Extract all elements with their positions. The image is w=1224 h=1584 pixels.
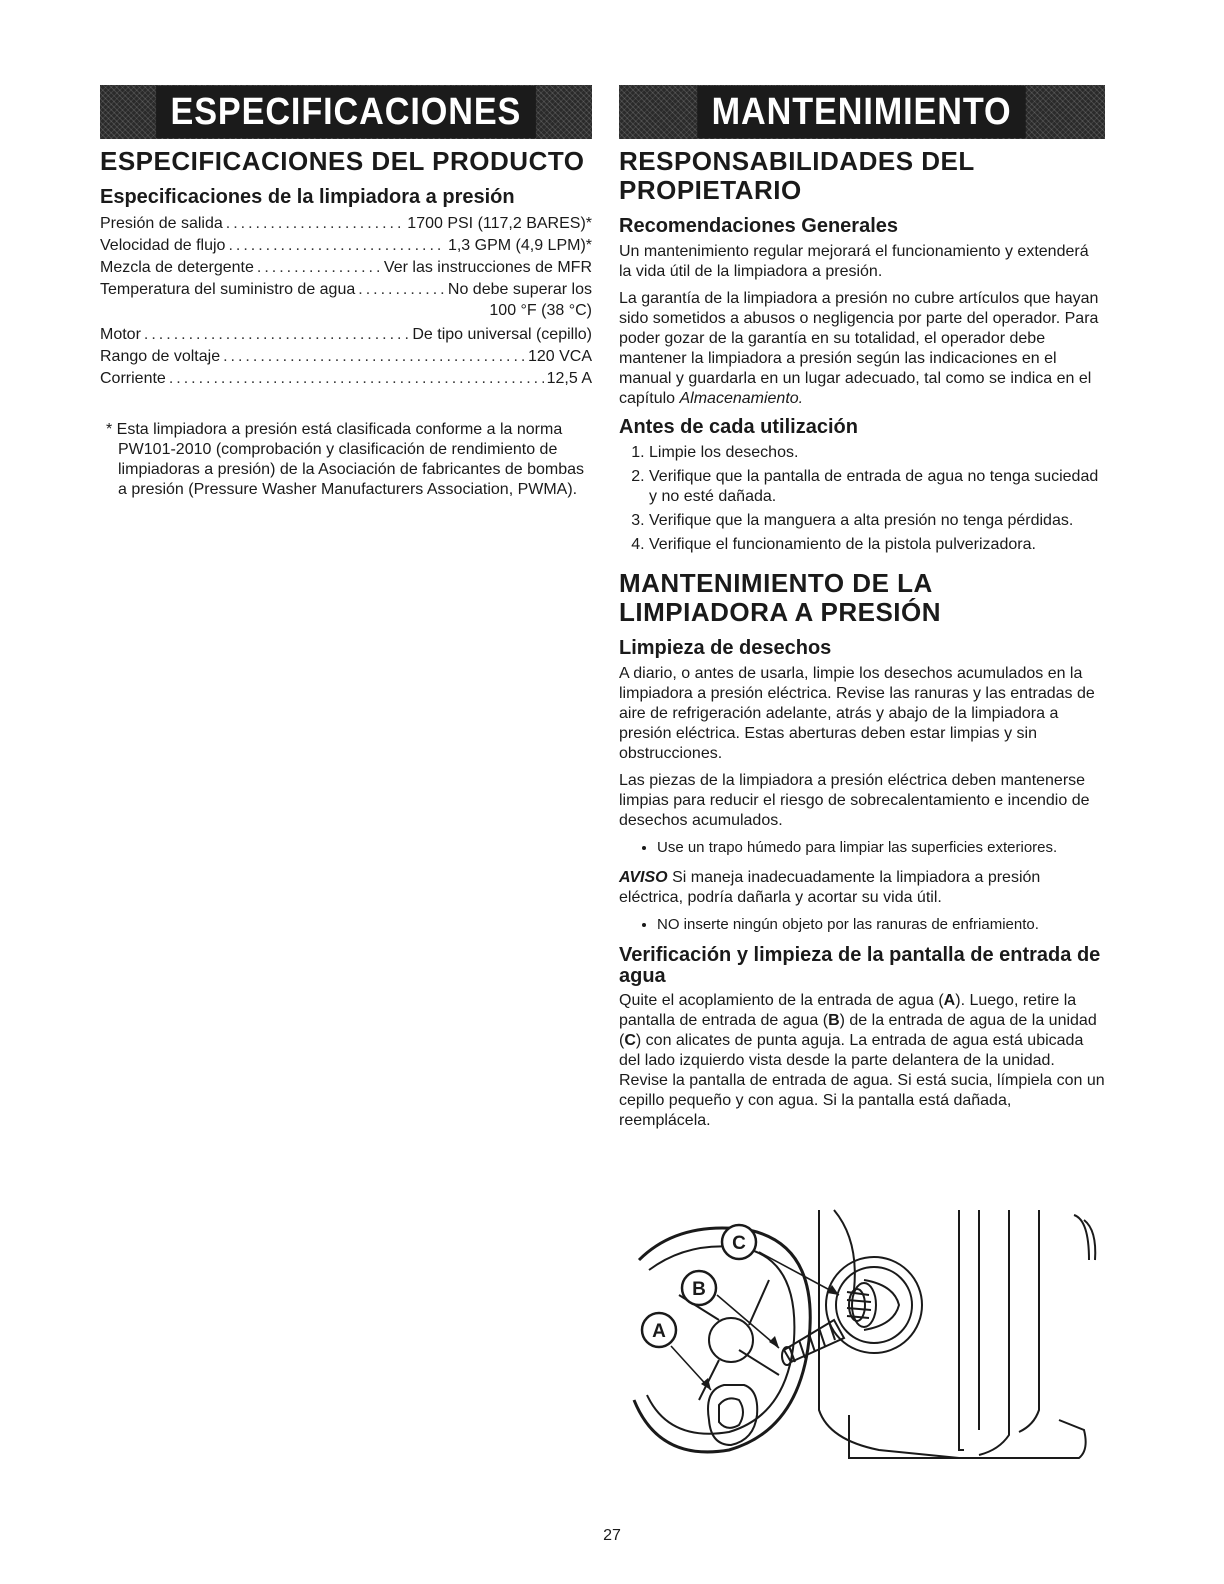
aviso-paragraph bbox=[619, 868, 1105, 908]
list-item: • NO inserte ningún objeto por las ranuras de enfriamiento. bbox=[657, 915, 1105, 935]
list-item: 1. Limpie los desechos. bbox=[649, 443, 1105, 463]
ref-b: B bbox=[828, 1012, 840, 1029]
spec-row bbox=[100, 213, 592, 235]
list-item: • Use un trapo húmedo para limpiar las superficies exteriores. bbox=[657, 838, 1105, 858]
spec-row bbox=[100, 235, 592, 257]
list-item: 4. Verifique el funcionamiento de la pistola pulverizadora. bbox=[649, 535, 1105, 555]
warranty-text: La garantía de la limpiadora a presión no cubre artículos que hayan sido sometidos a abusos o negligencia por parte del operador. Para poder gozar de la garantía en su totalidad, el operador debe mantener la limpiadora a presión según las indicaciones en el manual y guardarla en un lugar adecuado, tal como se indica en el capítulo bbox=[619, 290, 1099, 407]
spec-value: 12,5 A bbox=[546, 370, 592, 387]
spec-value: No debe superar los bbox=[447, 281, 592, 298]
inlet-text: ). Luego, retire la pantalla de entrada de agua ( bbox=[619, 992, 1077, 1029]
list-item: 2. Verifique que la pantalla de entrada de agua no tenga suciedad y no esté dañada. bbox=[649, 467, 1105, 507]
ref-a: A bbox=[943, 992, 956, 1009]
debris-cleaning-paragraph: A diario, o antes de usarla, limpie los desechos acumulados en la limpiadora a presión eléctrica. Revise las ranuras y las entradas de aire de refrigeración adelante, atrás y abajo de la limpiadora a presión eléctrica. Estas aberturas deben estar limpias y sin obstrucciones. bbox=[619, 665, 1095, 762]
maintenance-intro-paragraph: Un mantenimiento regular mejorará el funcionamiento y extenderá la vida útil de la limpiadora a presión. bbox=[619, 243, 1089, 280]
aviso-text: Si maneja inadecuadamente la limpiadora a presión eléctrica, podría dañarla y acortar su vida útil. bbox=[619, 869, 1041, 906]
spec-row bbox=[100, 368, 592, 390]
storage-chapter-reference: Almacenamiento. bbox=[679, 390, 804, 407]
spec-value-continued: 100 °F (38 °C) bbox=[489, 302, 592, 319]
specs-list bbox=[100, 213, 592, 390]
callout-b-label: B bbox=[692, 1279, 706, 1300]
spec-label: Temperatura del suministro de agua bbox=[100, 281, 356, 298]
aviso-label: AVISO bbox=[619, 869, 668, 886]
inlet-text: ) de la entrada de agua de la unidad ( bbox=[619, 1012, 1097, 1049]
ref-c: C bbox=[624, 1032, 636, 1049]
spec-label: Velocidad de flujo bbox=[100, 237, 226, 254]
maintenance-banner bbox=[619, 85, 1105, 139]
before-each-use-subheading: Antes de cada utilización bbox=[619, 416, 858, 438]
spec-value: 120 VCA bbox=[527, 348, 592, 365]
product-specs-heading: ESPECIFICACIONES DEL PRODUCTO bbox=[100, 146, 585, 176]
callout-c-label: C bbox=[732, 1233, 746, 1254]
spec-value: 1,3 GPM (4,9 LPM)* bbox=[447, 237, 592, 254]
water-inlet-illustration bbox=[619, 1200, 1109, 1472]
general-recommendations-subheading: Recomendaciones Generales bbox=[619, 215, 899, 237]
spec-row bbox=[100, 324, 592, 346]
spec-label: Rango de voltaje bbox=[100, 348, 221, 365]
spec-label: Mezcla de detergente bbox=[100, 259, 254, 276]
spec-value: 1700 PSI (117,2 BARES)* bbox=[407, 215, 592, 232]
inlet-text: ) con alicates de punta aguja. La entrada de agua está ubicada del lado izquierdo vista desde la parte delantera de la unidad. Revise la pantalla de entrada de agua. Si está sucia, límpiela con un cepillo pequeño y con agua. Si la pantalla está dañada, reemplácela. bbox=[619, 1032, 1105, 1129]
pressure-washer-specs-subheading: Especificaciones de la limpiadora a presión bbox=[100, 186, 515, 208]
callout-c bbox=[722, 1225, 756, 1259]
spec-label: Presión de salida bbox=[100, 215, 223, 232]
debris-cleaning-subheading: Limpieza de desechos bbox=[619, 637, 832, 659]
rating-footnote: * Esta limpiadora a presión está clasificada conforme a la norma PW101-2010 (comprobación y clasificación de rendimiento de limpiadoras a presión) de la Asociación de fabricantes de bombas a presión (Pressure Washer Manufacturers Association, PWMA). bbox=[106, 421, 585, 498]
spec-value: Ver las instrucciones de MFR bbox=[383, 259, 592, 276]
warranty-paragraph bbox=[619, 289, 1105, 409]
spec-row bbox=[100, 346, 592, 368]
cooling-slots-bullet-list bbox=[619, 915, 1105, 935]
maintenance-column bbox=[619, 85, 1105, 1138]
pressure-washer-maintenance-heading: MANTENIMIENTO DE LA LIMPIADORA A PRESIÓN bbox=[619, 568, 942, 627]
callout-a-label: A bbox=[652, 1321, 666, 1342]
specifications-banner-title: ESPECIFICACIONES bbox=[156, 86, 536, 138]
inlet-screen-subheading: Verificación y limpieza de la pantalla de entrada de agua bbox=[619, 944, 1101, 987]
specifications-banner bbox=[100, 85, 592, 139]
spec-value: De tipo universal (cepillo) bbox=[412, 326, 592, 343]
specifications-column bbox=[100, 85, 592, 500]
inlet-screen-paragraph bbox=[619, 991, 1105, 1131]
spec-label: Motor bbox=[100, 326, 141, 343]
pre-use-checklist bbox=[619, 443, 1105, 555]
exterior-cleaning-bullet-list bbox=[619, 838, 1105, 858]
parts-clean-paragraph: Las piezas de la limpiadora a presión eléctrica deben mantenerse limpias para reducir el riesgo de sobrecalentamiento e incendio de desechos acumulados. bbox=[619, 772, 1090, 829]
inlet-text: Quite el acoplamiento de la entrada de agua ( bbox=[619, 992, 944, 1009]
spec-row bbox=[100, 279, 592, 301]
owner-responsibilities-heading: RESPONSABILIDADES DEL PROPIETARIO bbox=[619, 146, 975, 205]
spec-row bbox=[100, 257, 592, 279]
callout-a bbox=[642, 1313, 676, 1347]
spec-label: Corriente bbox=[100, 370, 166, 387]
page-number: 27 bbox=[603, 1527, 621, 1544]
list-item: 3. Verifique que la manguera a alta presión no tenga pérdidas. bbox=[649, 511, 1105, 531]
callout-b bbox=[682, 1271, 716, 1305]
maintenance-banner-title: MANTENIMIENTO bbox=[698, 86, 1027, 138]
